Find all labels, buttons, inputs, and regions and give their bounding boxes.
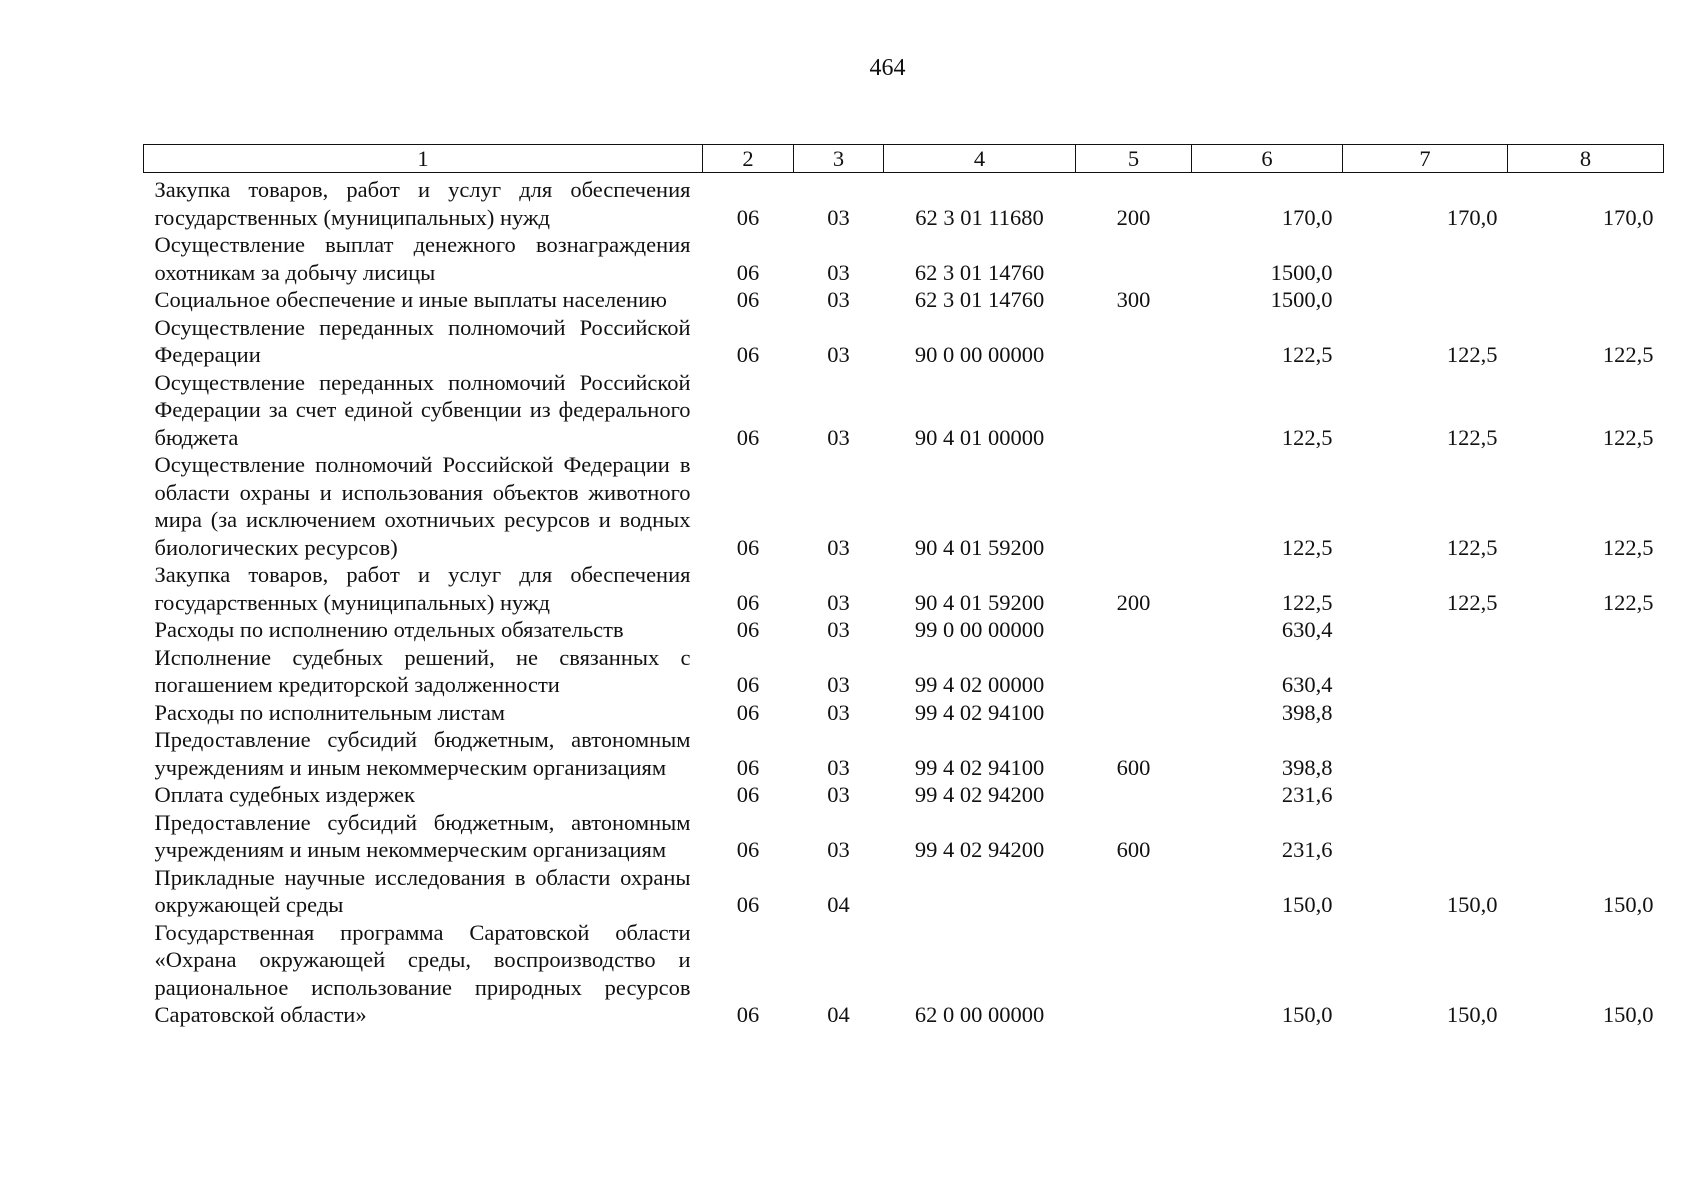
amount-year2-cell: 122,5 bbox=[1446, 589, 1498, 615]
subsection-code-cell: 03 bbox=[827, 672, 850, 697]
amount-year2-cell bbox=[1343, 644, 1508, 699]
expense-type-cell bbox=[1076, 616, 1192, 644]
expense-type-cell bbox=[1076, 644, 1192, 699]
subsection-code-cell: 03 bbox=[827, 424, 850, 450]
expense-type-cell: 200 bbox=[1116, 204, 1151, 230]
expense-name-cell: Исполнение судебных решений, не связанных с погашением кредиторской задолженности bbox=[154, 644, 691, 697]
header-row bbox=[144, 145, 1664, 173]
amount-year3-cell bbox=[1508, 616, 1664, 644]
column-header-2: 2 bbox=[703, 145, 794, 173]
table-body bbox=[144, 173, 1664, 1029]
section-code-cell: 06 bbox=[736, 1002, 760, 1027]
amount-year1-cell: 630,4 bbox=[1281, 672, 1333, 697]
expense-type-cell bbox=[1076, 451, 1192, 561]
target-article-cell: 90 4 01 59200 bbox=[914, 589, 1045, 615]
amount-year1-cell: 122,5 bbox=[1281, 589, 1333, 615]
amount-year2-cell: 150,0 bbox=[1446, 1002, 1498, 1027]
section-code-cell: 06 bbox=[736, 782, 760, 807]
expense-name-cell: Оплата судебных издержек bbox=[154, 782, 415, 807]
expense-type-cell: 300 bbox=[1116, 287, 1151, 312]
subsection-code-cell: 03 bbox=[827, 287, 850, 312]
expense-name-cell: Государственная программа Саратовской области «Охрана окружающей среды, воспроизводство и рациональное использование природных ресурсов Саратовской области» bbox=[154, 919, 691, 1027]
table-row bbox=[144, 231, 1664, 286]
target-article-cell: 90 4 01 59200 bbox=[914, 534, 1045, 560]
table-row bbox=[144, 616, 1664, 644]
expense-type-cell bbox=[1076, 231, 1192, 286]
expense-name-cell: Осуществление полномочий Российской Федерации в области охраны и использования объектов животного мира (за исключением охотничьих ресурсов и водных биологических ресурсов) bbox=[154, 452, 691, 560]
amount-year2-cell: 122,5 bbox=[1446, 534, 1498, 560]
amount-year2-cell bbox=[1343, 809, 1508, 864]
subsection-code-cell: 03 bbox=[827, 204, 850, 230]
section-code-cell: 06 bbox=[736, 589, 760, 615]
target-article-cell: 62 3 01 11680 bbox=[915, 204, 1044, 230]
subsection-code-cell: 03 bbox=[827, 754, 850, 780]
amount-year2-cell: 150,0 bbox=[1446, 892, 1498, 917]
section-code-cell: 06 bbox=[736, 342, 760, 367]
amount-year2-cell bbox=[1343, 231, 1508, 286]
amount-year3-cell: 122,5 bbox=[1602, 342, 1654, 367]
subsection-code-cell: 03 bbox=[827, 617, 850, 642]
column-header-4: 4 bbox=[884, 145, 1076, 173]
expense-name-cell: Социальное обеспечение и иные выплаты населению bbox=[154, 287, 667, 312]
expense-type-cell bbox=[1076, 864, 1192, 919]
amount-year3-cell: 122,5 bbox=[1602, 424, 1654, 450]
target-article-cell: 90 0 00 00000 bbox=[914, 342, 1045, 367]
amount-year1-cell: 231,6 bbox=[1281, 837, 1333, 862]
expense-name-cell: Прикладные научные исследования в области охраны окружающей среды bbox=[154, 864, 691, 917]
target-article-cell: 62 3 01 14760 bbox=[914, 259, 1045, 285]
target-article-cell: 90 4 01 00000 bbox=[914, 424, 1045, 450]
amount-year2-cell bbox=[1343, 726, 1508, 781]
section-code-cell: 06 bbox=[736, 617, 760, 642]
table-row bbox=[144, 919, 1664, 1029]
column-header-6: 6 bbox=[1192, 145, 1343, 173]
expense-type-cell bbox=[1076, 369, 1192, 452]
amount-year1-cell: 122,5 bbox=[1281, 424, 1333, 450]
section-code-cell: 06 bbox=[736, 892, 760, 917]
amount-year3-cell: 170,0 bbox=[1602, 204, 1654, 230]
expense-type-cell: 600 bbox=[1116, 754, 1151, 780]
section-code-cell: 06 bbox=[736, 534, 760, 560]
expense-type-cell: 200 bbox=[1116, 589, 1151, 615]
expense-type-cell: 600 bbox=[1116, 837, 1151, 862]
expense-name-cell: Осуществление переданных полномочий Российской Федерации bbox=[154, 314, 691, 367]
amount-year2-cell: 170,0 bbox=[1446, 204, 1498, 230]
expense-type-cell bbox=[1076, 314, 1192, 369]
amount-year1-cell: 1500,0 bbox=[1270, 259, 1333, 285]
amount-year3-cell bbox=[1508, 699, 1664, 727]
amount-year3-cell: 122,5 bbox=[1602, 589, 1654, 615]
section-code-cell: 06 bbox=[736, 837, 760, 862]
expense-type-cell bbox=[1076, 919, 1192, 1029]
amount-year3-cell: 122,5 bbox=[1602, 534, 1654, 560]
section-code-cell: 06 bbox=[736, 259, 760, 285]
target-article-cell: 99 4 02 94200 bbox=[914, 837, 1045, 862]
section-code-cell: 06 bbox=[736, 699, 760, 725]
amount-year1-cell: 231,6 bbox=[1281, 782, 1333, 807]
page-number: 464 bbox=[869, 55, 906, 81]
amount-year2-cell: 122,5 bbox=[1446, 342, 1498, 367]
expense-name-cell: Предоставление субсидий бюджетным, автономным учреждениям и иным некоммерческим организациям bbox=[154, 809, 691, 862]
subsection-code-cell: 04 bbox=[827, 892, 850, 917]
target-article-cell: 99 4 02 94100 bbox=[914, 699, 1045, 725]
amount-year1-cell: 150,0 bbox=[1281, 1002, 1333, 1027]
amount-year1-cell: 398,8 bbox=[1281, 754, 1333, 780]
section-code-cell: 06 bbox=[736, 287, 760, 312]
target-article-cell bbox=[884, 864, 1076, 919]
expense-name-cell: Предоставление субсидий бюджетным, автономным учреждениям и иным некоммерческим организациям bbox=[154, 727, 691, 780]
subsection-code-cell: 04 bbox=[827, 1002, 850, 1027]
amount-year3-cell bbox=[1508, 231, 1664, 286]
amount-year1-cell: 122,5 bbox=[1281, 342, 1333, 367]
amount-year1-cell: 170,0 bbox=[1281, 204, 1333, 230]
amount-year1-cell: 630,4 bbox=[1281, 617, 1333, 642]
amount-year3-cell bbox=[1508, 726, 1664, 781]
expense-name-cell: Осуществление выплат денежного вознаграждения охотникам за добычу лисицы bbox=[154, 232, 691, 285]
column-header-5: 5 bbox=[1076, 145, 1192, 173]
amount-year3-cell bbox=[1508, 781, 1664, 809]
section-code-cell: 06 bbox=[736, 754, 760, 780]
target-article-cell: 62 3 01 14760 bbox=[914, 287, 1045, 312]
subsection-code-cell: 03 bbox=[827, 534, 850, 560]
expense-name-cell: Закупка товаров, работ и услуг для обеспечения государственных (муниципальных) нужд bbox=[154, 177, 691, 230]
amount-year2-cell bbox=[1343, 781, 1508, 809]
amount-year2-cell: 122,5 bbox=[1446, 424, 1498, 450]
amount-year1-cell: 398,8 bbox=[1281, 699, 1333, 725]
table-row bbox=[144, 369, 1664, 452]
table-row bbox=[144, 314, 1664, 369]
target-article-cell: 99 4 02 94100 bbox=[914, 754, 1045, 780]
column-header-1: 1 bbox=[144, 145, 703, 173]
expense-name-cell: Закупка товаров, работ и услуг для обеспечения государственных (муниципальных) нужд bbox=[154, 562, 691, 615]
amount-year1-cell: 122,5 bbox=[1281, 534, 1333, 560]
expense-name-cell: Осуществление переданных полномочий Российской Федерации за счет единой субвенции из федерального бюджета bbox=[154, 369, 691, 450]
subsection-code-cell: 03 bbox=[827, 342, 850, 367]
table-row bbox=[144, 286, 1664, 314]
table-row bbox=[144, 809, 1664, 864]
section-code-cell: 06 bbox=[736, 672, 760, 697]
amount-year3-cell bbox=[1508, 809, 1664, 864]
amount-year3-cell bbox=[1508, 644, 1664, 699]
section-code-cell: 06 bbox=[736, 424, 760, 450]
table-row bbox=[144, 451, 1664, 561]
column-header-3: 3 bbox=[794, 145, 884, 173]
budget-table bbox=[143, 144, 1664, 1029]
target-article-cell: 99 0 00 00000 bbox=[914, 617, 1045, 642]
table-row bbox=[144, 644, 1664, 699]
expense-type-cell bbox=[1076, 781, 1192, 809]
amount-year1-cell: 1500,0 bbox=[1270, 287, 1333, 312]
target-article-cell: 62 0 00 00000 bbox=[914, 1002, 1045, 1027]
subsection-code-cell: 03 bbox=[827, 782, 850, 807]
expense-name-cell: Расходы по исполнению отдельных обязательств bbox=[154, 617, 624, 642]
amount-year3-cell: 150,0 bbox=[1602, 892, 1654, 917]
target-article-cell: 99 4 02 00000 bbox=[914, 672, 1045, 697]
amount-year2-cell bbox=[1343, 699, 1508, 727]
amount-year3-cell: 150,0 bbox=[1602, 1002, 1654, 1027]
table-row bbox=[144, 726, 1664, 781]
column-header-7: 7 bbox=[1343, 145, 1508, 173]
amount-year2-cell bbox=[1343, 286, 1508, 314]
table-row bbox=[144, 173, 1664, 232]
subsection-code-cell: 03 bbox=[827, 699, 850, 725]
column-header-8: 8 bbox=[1508, 145, 1664, 173]
target-article-cell: 99 4 02 94200 bbox=[914, 782, 1045, 807]
expense-type-cell bbox=[1076, 699, 1192, 727]
subsection-code-cell: 03 bbox=[827, 589, 850, 615]
table-row bbox=[144, 864, 1664, 919]
table-row bbox=[144, 561, 1664, 616]
amount-year3-cell bbox=[1508, 286, 1664, 314]
section-code-cell: 06 bbox=[736, 204, 760, 230]
amount-year1-cell: 150,0 bbox=[1281, 892, 1333, 917]
subsection-code-cell: 03 bbox=[827, 259, 850, 285]
expense-name-cell: Расходы по исполнительным листам bbox=[154, 699, 506, 725]
amount-year2-cell bbox=[1343, 616, 1508, 644]
table-row bbox=[144, 699, 1664, 727]
table-header bbox=[144, 145, 1664, 173]
subsection-code-cell: 03 bbox=[827, 837, 850, 862]
table-row bbox=[144, 781, 1664, 809]
